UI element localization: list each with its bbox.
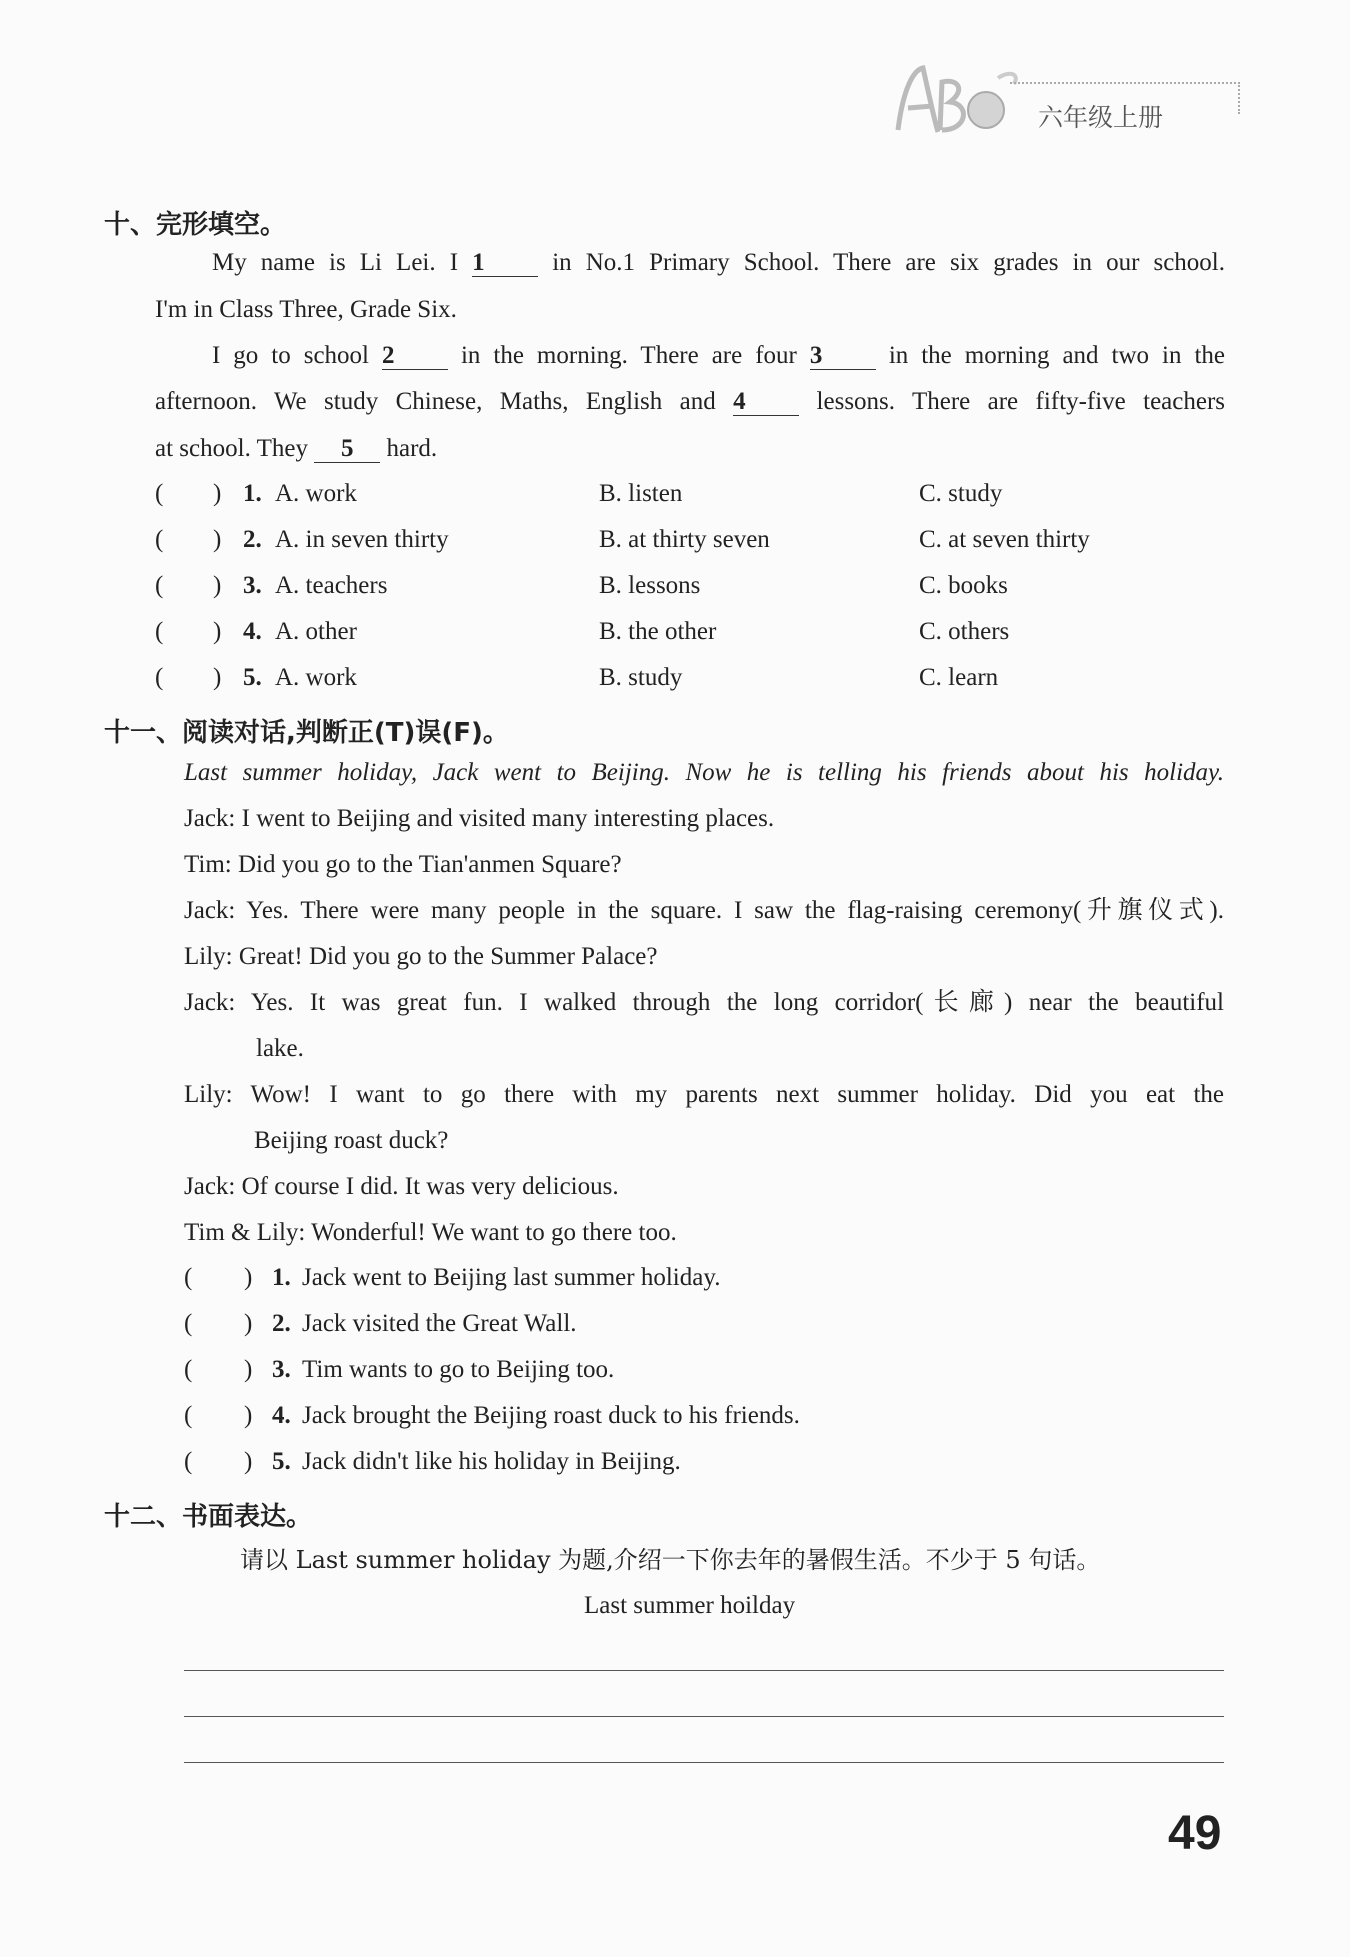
- abc-logo-icon: [878, 60, 1028, 144]
- cloze-question-1[interactable]: ( ) 1. A. work B. listen C. study: [155, 480, 1003, 507]
- tf-statement-2[interactable]: ( ) 2. Jack visited the Great Wall.: [184, 1310, 577, 1337]
- blank-2: 2: [382, 343, 448, 370]
- option-a: A. work: [275, 480, 357, 507]
- option-a: A. in seven thirty: [275, 526, 449, 553]
- blank-3: 3: [810, 343, 876, 370]
- option-b: B. study: [599, 664, 683, 691]
- cloze-question-3[interactable]: ( ) 3. A. teachers B. lessons C. books: [155, 572, 1008, 599]
- option-a: A. other: [275, 618, 357, 645]
- dialogue-line-2: Tim: Did you go to the Tian'anmen Square?: [184, 851, 622, 878]
- blank-4: 4: [733, 389, 799, 416]
- writing-line-2[interactable]: [184, 1716, 1224, 1717]
- option-b: B. at thirty seven: [599, 526, 770, 553]
- dialogue-line-6-cont: Beijing roast duck?: [254, 1127, 449, 1154]
- dialogue-line-7: Jack: Of course I did. It was very delicious.: [184, 1173, 619, 1200]
- option-b: B. the other: [599, 618, 717, 645]
- dialogue-line-3: Jack: Yes. There were many people in the square. I saw the flag-raising ceremony(升旗仪式).: [184, 897, 1224, 924]
- dialogue-intro: Last summer holiday, Jack went to Beijing. Now he is telling his friends about his holiday.: [184, 759, 1224, 786]
- dialogue-line-4: Lily: Great! Did you go to the Summer Palace?: [184, 943, 658, 970]
- option-b: B. lessons: [599, 572, 701, 599]
- section-12-title: 十二、书面表达。: [104, 1502, 313, 1532]
- page-number: 49: [1168, 1807, 1222, 1860]
- tf-statement-4[interactable]: ( ) 4. Jack brought the Beijing roast duck to his friends.: [184, 1402, 800, 1429]
- option-a: A. work: [275, 664, 357, 691]
- dialogue-line-8: Tim & Lily: Wonderful! We want to go there too.: [184, 1219, 677, 1246]
- writing-instruction: 请以 Last summer holiday 为题,介绍一下你去年的暑假生活。不少于 5 句话。: [240, 1546, 1101, 1574]
- cloze-paragraph-line-4: afternoon. We study Chinese, Maths, English and 4 lessons. There are fifty-five teachers: [155, 388, 1226, 415]
- section-11-title: 十一、阅读对话,判断正(T)误(F)。: [104, 718, 509, 748]
- section-10-title: 十、完形填空。: [104, 210, 287, 240]
- option-a: A. teachers: [275, 572, 388, 599]
- tf-statement-3[interactable]: ( ) 3. Tim wants to go to Beijing too.: [184, 1356, 615, 1383]
- option-c: C. others: [919, 618, 1010, 645]
- dialogue-line-5-cont: lake.: [256, 1035, 304, 1062]
- dialogue-line-5: Jack: Yes. It was great fun. I walked through the long corridor(长廊) near the beautiful: [184, 989, 1224, 1016]
- tf-statement-1[interactable]: ( ) 1. Jack went to Beijing last summer holiday.: [184, 1264, 721, 1291]
- option-b: B. listen: [599, 480, 683, 507]
- option-c: C. at seven thirty: [919, 526, 1090, 553]
- cloze-paragraph-line-1: My name is Li Lei. I 1 in No.1 Primary School. There are six grades in our school.: [212, 249, 1225, 276]
- cloze-question-5[interactable]: ( ) 5. A. work B. study C. learn: [155, 664, 999, 691]
- essay-title: Last summer hoilday: [584, 1592, 796, 1619]
- writing-line-1[interactable]: [184, 1670, 1224, 1671]
- option-c: C. books: [919, 572, 1008, 599]
- tf-statement-5[interactable]: ( ) 5. Jack didn't like his holiday in Beijing.: [184, 1448, 681, 1475]
- grade-label: 六年级上册: [1038, 103, 1164, 132]
- dialogue-line-6: Lily: Wow! I want to go there with my parents next summer holiday. Did you eat the: [184, 1081, 1224, 1108]
- option-c: C. study: [919, 480, 1003, 507]
- dialogue-line-1: Jack: I went to Beijing and visited many interesting places.: [184, 805, 775, 832]
- option-c: C. learn: [919, 664, 999, 691]
- cloze-question-4[interactable]: ( ) 4. A. other B. the other C. others: [155, 618, 1010, 645]
- cloze-paragraph-line-3: I go to school 2 in the morning. There are four 3 in the morning and two in the: [212, 342, 1225, 369]
- writing-line-3[interactable]: [184, 1762, 1224, 1763]
- cloze-paragraph-line-2: I'm in Class Three, Grade Six.: [155, 296, 457, 323]
- blank-5: 5: [314, 436, 380, 463]
- cloze-question-2[interactable]: ( ) 2. A. in seven thirty B. at thirty seven C. at seven thirty: [155, 526, 1090, 553]
- blank-1: 1: [472, 250, 538, 277]
- cloze-paragraph-line-5: at school. They 5 hard.: [155, 435, 438, 462]
